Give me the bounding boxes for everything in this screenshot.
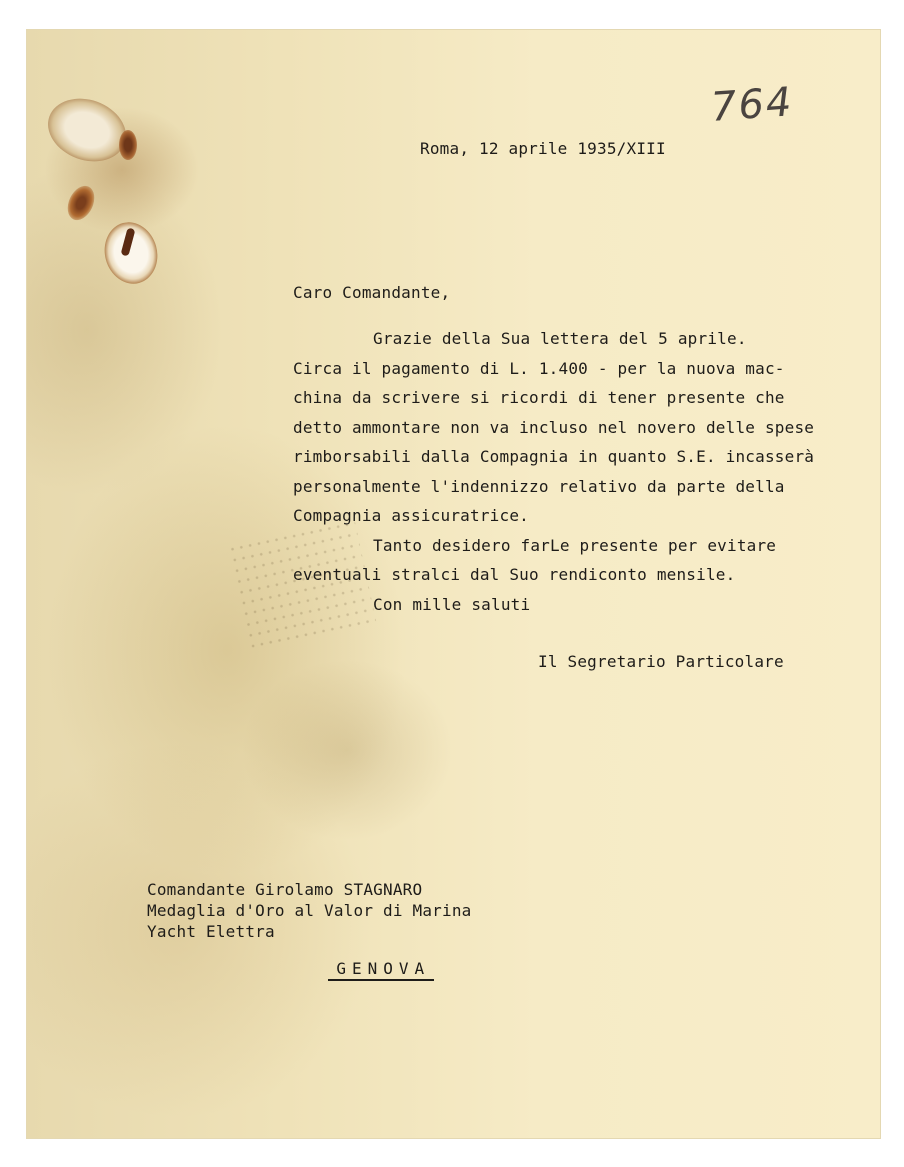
recipient-line: Medaglia d'Oro al Valor di Marina xyxy=(147,901,472,920)
closing: Con mille saluti xyxy=(373,595,531,614)
letter-page xyxy=(27,30,880,1138)
body-line: personalmente l'indennizzo relativo da parte della xyxy=(293,477,785,496)
body-line: Circa il pagamento di L. 1.400 - per la nuova mac- xyxy=(293,359,785,378)
body-line: rimborsabili dalla Compagnia in quanto S.E. incasserà xyxy=(293,447,815,466)
recipient-line: Yacht Elettra xyxy=(147,922,275,941)
body-line: Compagnia assicuratrice. xyxy=(293,506,529,525)
body-line: china da scrivere si ricordi di tener presente che xyxy=(293,388,785,407)
burn-stain xyxy=(119,130,137,160)
recipient-city xyxy=(289,940,434,997)
archive-number: 764 xyxy=(709,79,795,131)
recipient-line: Comandante Girolamo STAGNARO xyxy=(147,880,423,899)
body-line: Tanto desidero farLe presente per evitare xyxy=(373,536,777,555)
body-line: eventuali stralci dal Suo rendiconto mensile. xyxy=(293,565,736,584)
body-line: detto ammontare non va incluso nel novero delle spese xyxy=(293,418,815,437)
ink-speckles xyxy=(227,518,377,653)
place-date: Roma, 12 aprile 1935/XIII xyxy=(420,139,666,158)
burn-stain xyxy=(39,88,135,172)
salutation: Caro Comandante, xyxy=(293,283,451,302)
recipient-city-text: GENOVA xyxy=(328,959,434,981)
body-line: Grazie della Sua lettera del 5 aprile. xyxy=(373,329,747,348)
burn-stain xyxy=(63,182,100,225)
signature-title: Il Segretario Particolare xyxy=(538,652,784,671)
